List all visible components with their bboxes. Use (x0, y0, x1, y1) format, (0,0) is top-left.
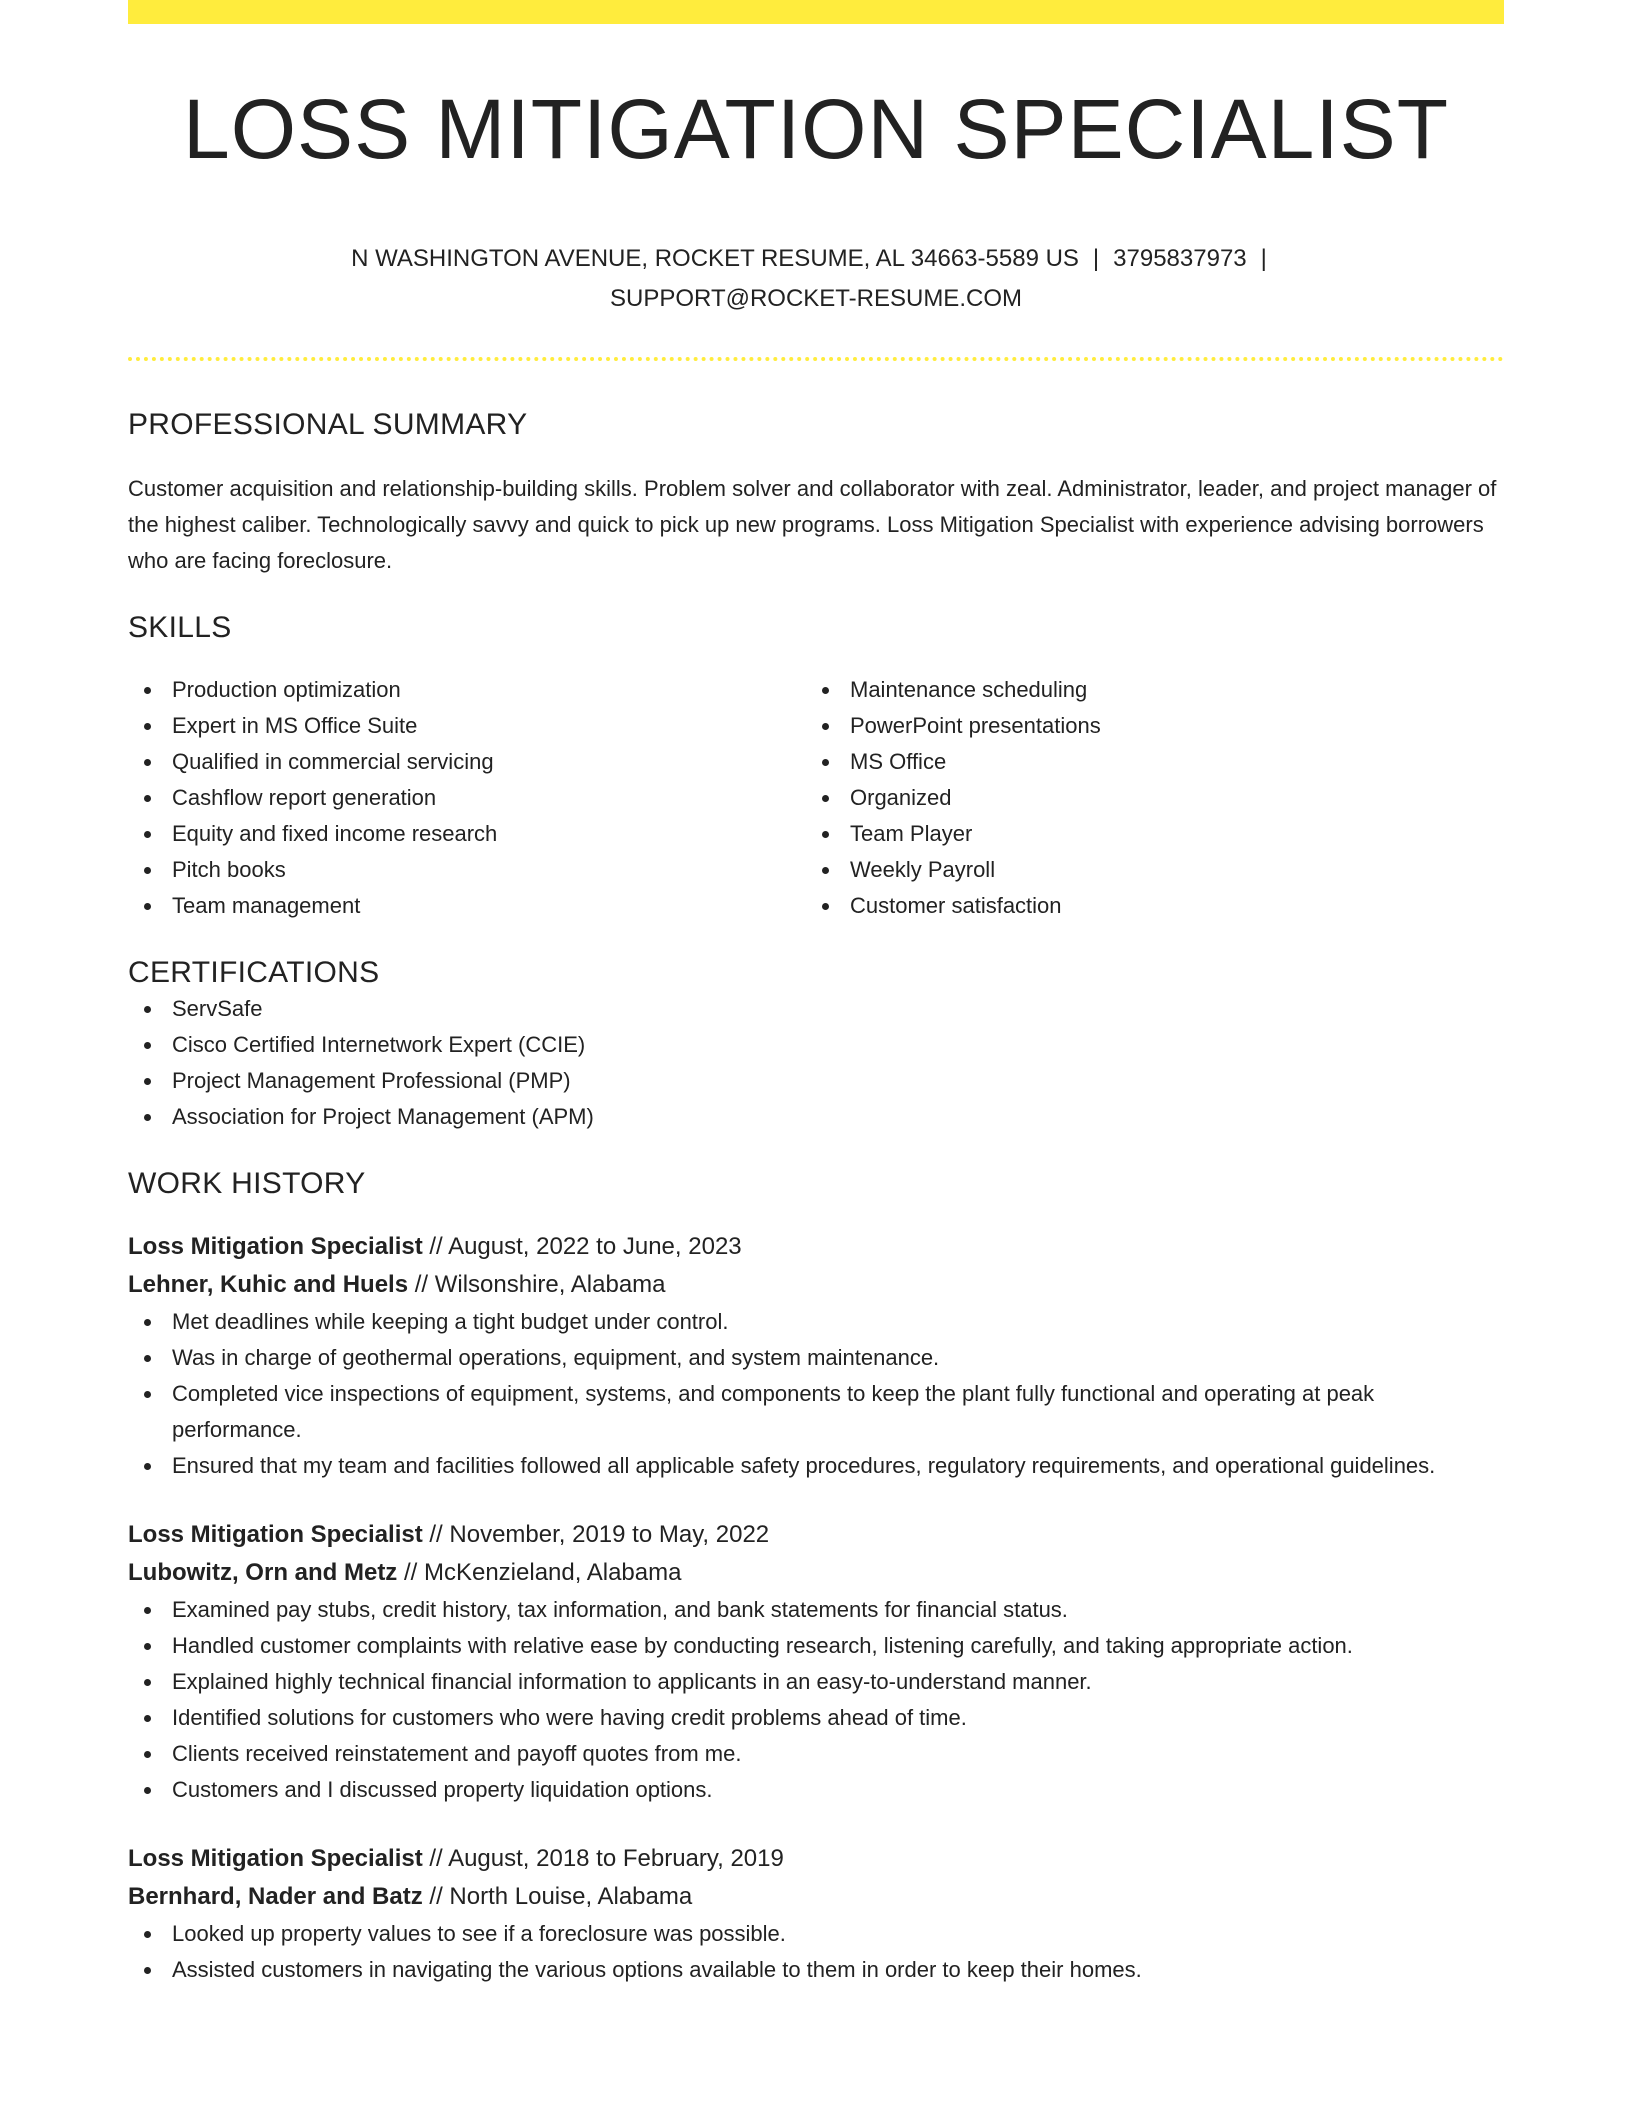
list-item: Pitch books (128, 852, 806, 888)
contact-address: N WASHINGTON AVENUE, ROCKET RESUME, AL 34663-5589 US (351, 245, 1079, 272)
list-item: Explained highly technical financial information to applicants in an easy-to-understand manner. (128, 1664, 1504, 1700)
list-item: Customer satisfaction (806, 888, 1484, 924)
list-item: Looked up property values to see if a foreclosure was possible. (128, 1916, 1504, 1952)
work-history-section (128, 1166, 1504, 1988)
job-company-line (128, 1554, 1504, 1592)
job-dates: // August, 2018 to February, 2019 (422, 1845, 784, 1872)
job-entry (128, 1228, 1504, 1484)
job-company: Bernhard, Nader and Batz (128, 1883, 423, 1910)
list-item: Clients received reinstatement and payoff quotes from me. (128, 1736, 1504, 1772)
jobs-list (128, 1228, 1504, 1988)
job-dates: // November, 2019 to May, 2022 (422, 1521, 770, 1548)
summary-heading: PROFESSIONAL SUMMARY (128, 408, 528, 441)
job-title-line (128, 1840, 1504, 1878)
contact-info (128, 239, 1504, 319)
contact-separator: | (1260, 245, 1267, 272)
job-title-line (128, 1516, 1504, 1554)
skills-grid (128, 672, 1504, 924)
list-item: Identified solutions for customers who were having credit problems ahead of time. (128, 1700, 1504, 1736)
summary-section (128, 407, 1504, 579)
job-duties-list (128, 1916, 1504, 1988)
list-item: Cashflow report generation (128, 780, 806, 816)
list-item: Qualified in commercial servicing (128, 744, 806, 780)
list-item: Weekly Payroll (806, 852, 1484, 888)
list-item: Project Management Professional (PMP) (128, 1063, 1504, 1099)
contact-phone: 3795837973 (1113, 245, 1247, 272)
list-item: Team Player (806, 816, 1484, 852)
job-company-line (128, 1878, 1504, 1916)
list-item: Equity and fixed income research (128, 816, 806, 852)
list-item: PowerPoint presentations (806, 708, 1484, 744)
skills-list-right (806, 672, 1484, 924)
list-item: ServSafe (128, 991, 1504, 1027)
job-role: Loss Mitigation Specialist (128, 1233, 423, 1260)
job-dates: // August, 2022 to June, 2023 (422, 1233, 742, 1260)
list-item: Team management (128, 888, 806, 924)
list-item: Organized (806, 780, 1484, 816)
job-entry (128, 1516, 1504, 1808)
contact-email[interactable]: SUPPORT@ROCKET-RESUME.COM (610, 285, 1022, 312)
job-location: // McKenzieland, Alabama (397, 1559, 682, 1586)
job-role: Loss Mitigation Specialist (128, 1845, 423, 1872)
list-item: Production optimization (128, 672, 806, 708)
skills-section (128, 610, 1504, 924)
top-accent-bar (128, 0, 1504, 24)
work-history-heading: WORK HISTORY (128, 1167, 366, 1200)
list-item: Cisco Certified Internetwork Expert (CCIE) (128, 1027, 1504, 1063)
certifications-heading: CERTIFICATIONS (128, 956, 380, 989)
skills-list-left (128, 672, 806, 924)
list-item: Ensured that my team and facilities followed all applicable safety procedures, regulatory requirements, and operational guidelines. (128, 1448, 1504, 1484)
job-duties-list (128, 1592, 1504, 1808)
summary-text: Customer acquisition and relationship-building skills. Problem solver and collaborator with zeal. Administrator, leader, and project manager of the highest caliber. Technologically savvy and quick to pick up new programs. Loss Mitigation Specialist with experience advising borrowers who are facing foreclosure. (128, 476, 1497, 573)
list-item: Expert in MS Office Suite (128, 708, 806, 744)
list-item: Completed vice inspections of equipment, systems, and components to keep the plant fully functional and operating at peak performance. (128, 1376, 1504, 1448)
list-item: Association for Project Management (APM) (128, 1099, 1504, 1135)
list-item: Customers and I discussed property liquidation options. (128, 1772, 1504, 1808)
resume-title: LOSS MITIGATION SPECIALIST (182, 82, 1450, 176)
certifications-list (128, 991, 1504, 1135)
job-title-line (128, 1228, 1504, 1266)
job-company: Lehner, Kuhic and Huels (128, 1271, 409, 1298)
dotted-divider (128, 357, 1504, 361)
job-location: // North Louise, Alabama (422, 1883, 693, 1910)
contact-separator: | (1092, 245, 1100, 272)
list-item: Handled customer complaints with relative ease by conducting research, listening carefully, and taking appropriate action. (128, 1628, 1504, 1664)
skills-column-left (128, 672, 806, 924)
list-item: MS Office (806, 744, 1484, 780)
list-item: Maintenance scheduling (806, 672, 1484, 708)
list-item: Was in charge of geothermal operations, equipment, and system maintenance. (128, 1340, 1504, 1376)
job-company-line (128, 1266, 1504, 1304)
job-location: // Wilsonshire, Alabama (408, 1271, 666, 1298)
list-item: Assisted customers in navigating the various options available to them in order to keep their homes. (128, 1952, 1504, 1988)
list-item: Examined pay stubs, credit history, tax information, and bank statements for financial status. (128, 1592, 1504, 1628)
job-entry (128, 1840, 1504, 1988)
skills-column-right (806, 672, 1484, 924)
resume-page (128, 0, 1504, 2112)
skills-heading: SKILLS (128, 611, 232, 644)
list-item: Met deadlines while keeping a tight budget under control. (128, 1304, 1504, 1340)
job-role: Loss Mitigation Specialist (128, 1521, 423, 1548)
job-duties-list (128, 1304, 1504, 1484)
job-company: Lubowitz, Orn and Metz (128, 1559, 398, 1586)
certifications-section (128, 955, 1504, 1135)
